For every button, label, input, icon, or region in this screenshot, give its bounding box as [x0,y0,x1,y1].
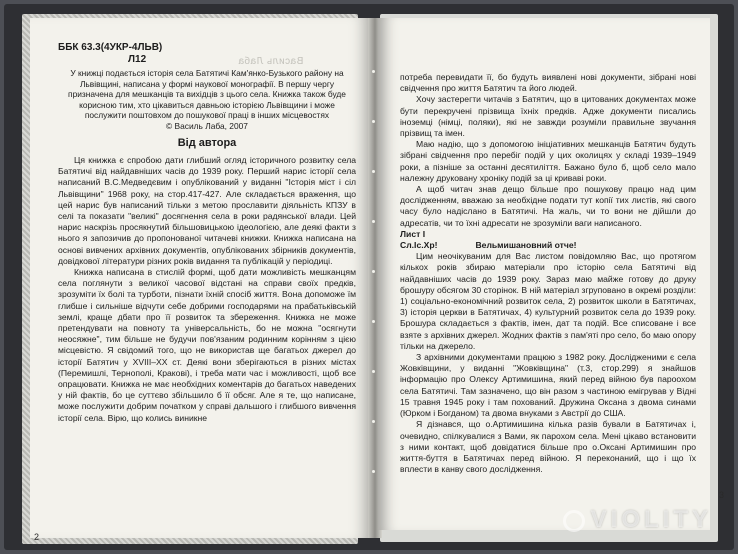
letter-salutation: Сл.Іс.Хр! [400,240,438,251]
binding-stitch [372,220,375,223]
letter-salutation-line [400,240,696,251]
right-paragraph-4: А щоб читач знав дещо більше про пошукову працю над цим дослідженням, вважаю за необхідне подати тут копії тих листів, які свого часу було надіслано в Батятичі. На жаль, чи то вони не дійшли до адресатів, чи то їхні адресати не зрозуміли ваги написаного. [400,184,696,228]
watermark-text: VIOLITY [590,506,712,533]
bbk-classification: ББК 63.3(4УКР-4ЛЬВ) [58,42,163,53]
letter-paragraph-3: Я дізнався, що о.Артимишина кілька разів бували в Батятичах і, очевидно, спілкувалися з Вами, як парохом села. Мені цікаво встановити з ними контакт, щоб довідатися більше про о.Оксані Артимишин про життя-буття в Батятичах перед війною. Я переконаний, що і що їх вплести в канву свого дослідження. [400,419,696,475]
right-paragraph-3: Маю надію, що з допомогою ініціативних мешканців Батятич будуть зібрані свідчення про перебіг подій у цих околицях у складі 1939–1949 роки, а пізніше за останні десятиліття. Бажано було б, щоб село мало належну друковану хроніку подій за ці криваві роки. [400,139,696,183]
left-page [30,18,372,538]
copyright-line: © Василь Лаба, 2007 [166,120,248,131]
left-paragraph-2: Книжка написана в стислій формі, щоб дати можливість мешканцям села поглянути з великої часової відстані на справи своїх предків, зрозуміти їх болі та турботи, пізнати їхній спосіб життя. Вона допоможе їм глибше і сильніше відчути себе добрими господарями на прабатьківській землі, краще дбати про її розвиток та збереження. Книжка не може претендувати на повноту та універсальність, бо не можна "осягнути неосяжне", тим більше не будучи пов'язаним родинним корінням з цією місцевістю. Я свідомий того, що не використав ще багатьох джерел до історії Батятич у XVIII–XX ст. Деякі вони зберігаються в різних містах (Перемишлі, Тернополі, Кракові), і треба мати час і можливості, щоб все опрацювати. Книжка не має необхідних коментарів до багатьох наведених у ній фактів, бо це суттєво збільшило б її обсяг. Але я те, що написане, може послужити добрим початком у справі дальшого і глибшого вивчення історії села. Вірю, що колись виникне [58,267,356,423]
mirrored-show-through-text: Василь Лаба [238,56,304,67]
right-paragraph-1: потреба перевидати її, бо будуть виявлені нові документи, зібрані нові свідчення про життя Батятич та його людей. [400,72,696,94]
letter-paragraph-2: З архівними документами працюю з 1982 року. Дослідженими є села Жовківщини, у виданні "Жовківщина" (т.3, стор.299) я знайшов інформацію про Олексу Артимишина, який перед війною був пароохом села Батятичі. Там зазначено, що він разом з частиною емігрував у Відні 15 травня 1945 року і там похований. Дружина Оксана з двома синами (Юрком і Богданом) та двома внуками з Австрії до США. [400,352,696,419]
watermark-logo-icon [563,510,585,532]
book-abstract: У книжці подається історія села Батятичі Кам'янко-Бузького району на Львівщині, написана у формі наукової монографії. В першу чергу призначена для мешканців та вихідців з цього села. Книжка також буде корисною тим, хто цікавиться давньою історією Львівщини і може послужити поштовхом до пошукової праці в інших місцевостях [68,68,346,121]
watermark [563,506,712,534]
author-code: Л12 [128,54,147,65]
right-paragraph-2: Хочу застерегти читачів з Батятич, що в цитованих документах може бути перекручені прізвища їхніх предків. Адже документи писались іноземці (німці, поляки), які не завжди розуміли правильне звучання прізвищ та імен. [400,94,696,139]
letter-greeting: Вельмишановний отче! [475,240,577,251]
binding-stitch [372,320,375,323]
binding-stitch [372,370,375,373]
left-paragraph-1: Ця книжка є спробою дати глибший огляд історичного розвитку села Батятичі від найдавніших часів до 1939 року. Перший нарис історії села написаний В.С.Медведєвим і опублікований у виданні "Історія міст і сіл Львівщини" 1968 року, на стор.417-427. Але складається враження, що цей нарис був написаний тільки з метою прославити діяльність КПЗУ в селі та показати "великі" досягнення села в роки радянської влади. Цей нарис наскрізь просякнутий більшовицькою ідеологією, але деякі факти з нього я запозичив до пропонованої читачеві книжки. Книжка написана на основі вивчених архівних документів, опублікованих збірників документів, довідкової літератури різних років видання та публікацій у періодиці. [58,154,356,266]
page-number-right: 3 [718,490,724,500]
binding-stitch [372,120,375,123]
letter-label: Лист І [400,228,426,239]
section-heading: Від автора [177,136,237,149]
right-page [378,18,710,530]
binding-stitch [372,270,375,273]
letter-paragraph-1: Цим неочікуваним для Вас листом повідомляю Вас, що протягом кількох років збираю матеріали про історію села Батятичі від найдавніших часів до 1939 року. Зараз маю майже готову до друку брошуру обсягом 30 сторінок. В ній матеріал згруповано в окремі розділи: 1) соціально-економічний розвиток села, 2) розвиток школи в Батятичах, 3) історія церкви в Батятичах, 4) культурний розвиток села до 1939 року. Брошура складається з фактів, імен, дат та подій. Все списоване і все взяте з архівних джерел. Жодних фактів з пам'яті про село, бо маю опору тільки на джерело. [400,251,696,351]
binding-stitch [372,420,375,423]
binding-stitch [372,470,375,473]
binding-stitch [372,170,375,173]
page-number-left: 2 [34,532,40,542]
binding-stitch [372,70,375,73]
